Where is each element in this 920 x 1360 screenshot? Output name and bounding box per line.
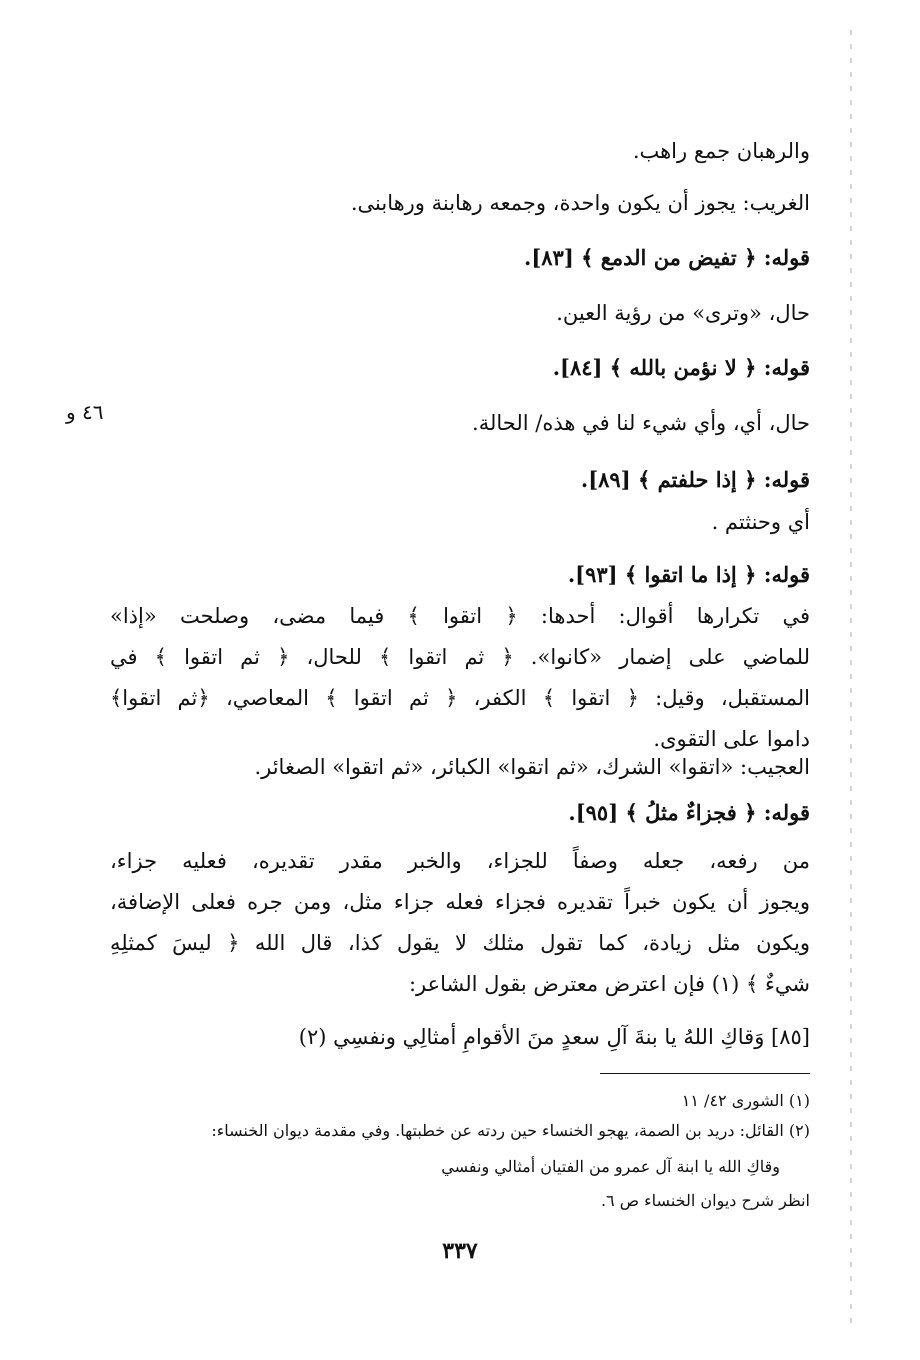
scan-edge-dots <box>850 30 852 1330</box>
text-line: والرهبان جمع راهب. <box>632 139 810 163</box>
footnote-separator <box>600 1073 810 1074</box>
text-line: ويجوز أن يكون خبراً تقديره فجزاء فعله جزاء مثل، ومن جره فعلى الإضافة، <box>110 890 810 914</box>
text-line: الغريب: يجوز أن يكون واحدة، وجمعه رهابنة ورهابنى. <box>350 191 810 215</box>
text-line: شيءٌ ﴾ (١) فإن اعترض معترض بقول الشاعر: <box>408 972 810 996</box>
verse-heading: قوله: ﴿ تفيض من الدمع ﴾ [٨٣]. <box>524 245 810 270</box>
margin-folio-note: ٤٦ و <box>66 400 104 424</box>
footnote-verse: وقاكِ الله يا ابنة آل عمرو من الفتيان أمثالي ونفسي <box>441 1157 780 1176</box>
text-line: المستقبل، وقيل: ﴿ اتقوا ﴾ الكفر، ﴿ ثم اتقوا ﴾ المعاصي، ﴿ثم اتقوا﴾ <box>110 686 810 710</box>
verse-heading: قوله: ﴿ إذا ما اتقوا ﴾ [٩٣]. <box>567 562 810 587</box>
text-line: حال، أي، وأي شيء لنا في هذه/ الحالة. <box>472 411 810 435</box>
verse-heading: قوله: ﴿ إذا حلفتم ﴾ [٨٩]. <box>580 467 810 492</box>
footnote: (١) الشورى ٤٢/ ١١ <box>681 1091 810 1110</box>
page-number: ٣٣٧ <box>442 1238 478 1264</box>
text-line: حال، «وترى» من رؤية العين. <box>556 301 810 325</box>
poem-verse: [٨٥] وَقاكِ اللهُ يا بنةَ آلِ سعدٍ منَ الأقوامِ أمثالِي ونفسِي (٢) <box>298 1025 810 1049</box>
text-line: أي وحنثتم . <box>711 510 810 534</box>
verse-heading: قوله: ﴿ لا نؤمن بالله ﴾ [٨٤]. <box>552 355 810 380</box>
footnote: (٢) القائل: دريد بن الصمة، يهجو الخنساء حين ردته عن خطبتها. وفي مقدمة ديوان الخنساء: <box>211 1121 810 1140</box>
text-line: العجيب: «اتقوا» الشرك، «ثم اتقوا» الكبائر، «ثم اتقوا» الصغائر. <box>254 755 810 779</box>
verse-heading: قوله: ﴿ فجزاءٌ مثلُ ﴾ [٩٥]. <box>568 800 810 825</box>
text-line: للماضي على إضمار «كانوا». ﴿ ثم اتقوا ﴾ للحال، ﴿ ثم اتقوا ﴾ في <box>110 645 810 669</box>
footnote: انظر شرح ديوان الخنساء ص ٦. <box>600 1191 810 1210</box>
text-line: ويكون مثل زيادة، كما تقول مثلك لا يقول كذا، قال الله ﴿ ليسَ كمثلِهِ <box>110 931 810 955</box>
text-line: داموا على التقوى. <box>653 727 810 751</box>
text-line: من رفعه، جعله وصفاً للجزاء، والخبر مقدر تقديره، فعليه جزاء، <box>110 849 810 873</box>
text-line: في تكرارها أقوال: أحدها: ﴿ اتقوا ﴾ فيما مضى، وصلحت «إذا» <box>110 604 810 628</box>
